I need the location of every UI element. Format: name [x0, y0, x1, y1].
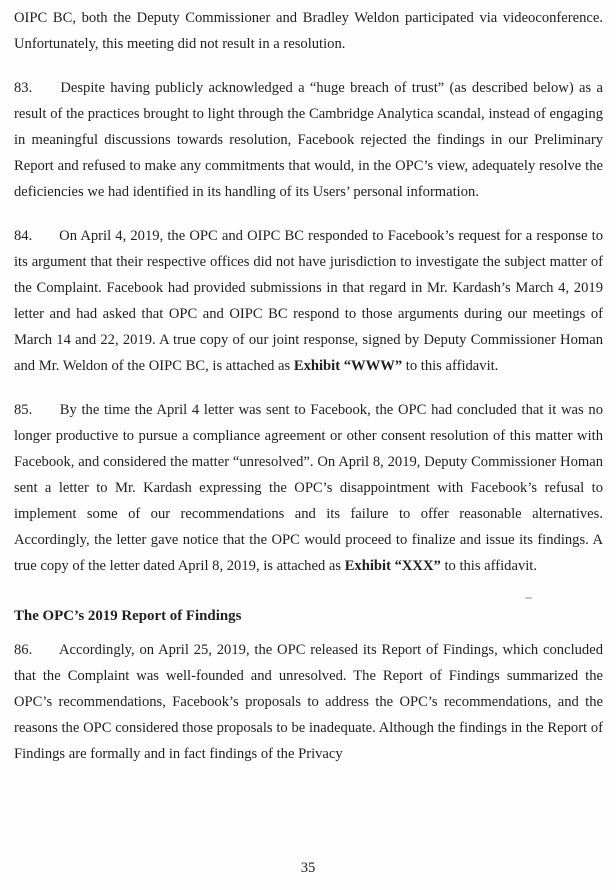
exhibit-reference-www: Exhibit “WWW”: [293, 358, 403, 374]
exhibit-reference-xxx: Exhibit “XXX”: [344, 558, 441, 574]
paragraph-continuation: [14, 5, 603, 57]
paragraph-text: Despite having publicly acknowledged a “huge breach of trust” (as described below) as a result of the practices brought to light through the Cambridge Analytica scandal, instead of engaging in meaningful discussions towards resolution, Facebook rejected the findings in our Preliminary Report and refused to make any commitments that would, in the OPC’s view, adequately resolve the deficiencies we had identified in its handling of its Users’ personal information.: [14, 80, 603, 200]
paragraph-83: [14, 75, 603, 205]
paragraph-number: 83.: [14, 80, 33, 96]
scan-artifact: [525, 597, 532, 599]
paragraph-text: Accordingly, on April 25, 2019, the OPC released its Report of Findings, which concluded that the Complaint was well-founded and unresolved. The Report of Findings summarized the OPC’s recommendations, Facebook’s proposals to address the OPC’s recommendations, and the reasons the OPC considered those proposals to be inadequate. Although the findings in the Report of Findings are formally and in fact findings of the Privacy: [14, 642, 604, 762]
paragraph-text: to this affidavit.: [402, 358, 499, 374]
paragraph-85: [14, 397, 603, 579]
paragraph-text: OIPC BC, both the Deputy Commissioner and Bradley Weldon participated via videoconference. Unfortunately, this meeting did not result in a resolution.: [14, 10, 603, 52]
paragraph-number: 86.: [14, 642, 33, 658]
paragraph-text: On April 4, 2019, the OPC and OIPC BC responded to Facebook’s request for a response to its argument that their respective offices did not have jurisdiction to investigate the subject matter of the Complaint. Facebook had provided submissions in that regard in Mr. Kardash’s March 4, 2019 letter and had asked that OPC and OIPC BC respond to those arguments during our meetings of March 14 and 22, 2019. A true copy of our joint response, signed by Deputy Commissioner Homan and Mr. Weldon of the OIPC BC, is attached as: [14, 228, 603, 374]
paragraph-text: By the time the April 4 letter was sent to Facebook, the OPC had concluded that it was no longer productive to pursue a compliance agreement or other consent resolution of this matter with Facebook, and considered the matter “unresolved”. On April 8, 2019, Deputy Commissioner Homan sent a letter to Mr. Kardash expressing the OPC’s disappointment with Facebook’s refusal to implement some of our recommendations and its failure to offer reasonable alternatives. Accordingly, the letter gave notice that the OPC would proceed to finalize and issue its findings. A true copy of the letter dated April 8, 2019, is attached as: [14, 402, 603, 574]
page-number: 35: [300, 860, 316, 876]
paragraph-number: 85.: [14, 402, 33, 418]
section-heading: The OPC’s 2019 Report of Findings: [14, 608, 242, 624]
paragraph-84: [14, 223, 603, 379]
paragraph-text: to this affidavit.: [440, 558, 537, 574]
paragraph-86: [14, 637, 603, 767]
paragraph-number: 84.: [14, 228, 33, 244]
